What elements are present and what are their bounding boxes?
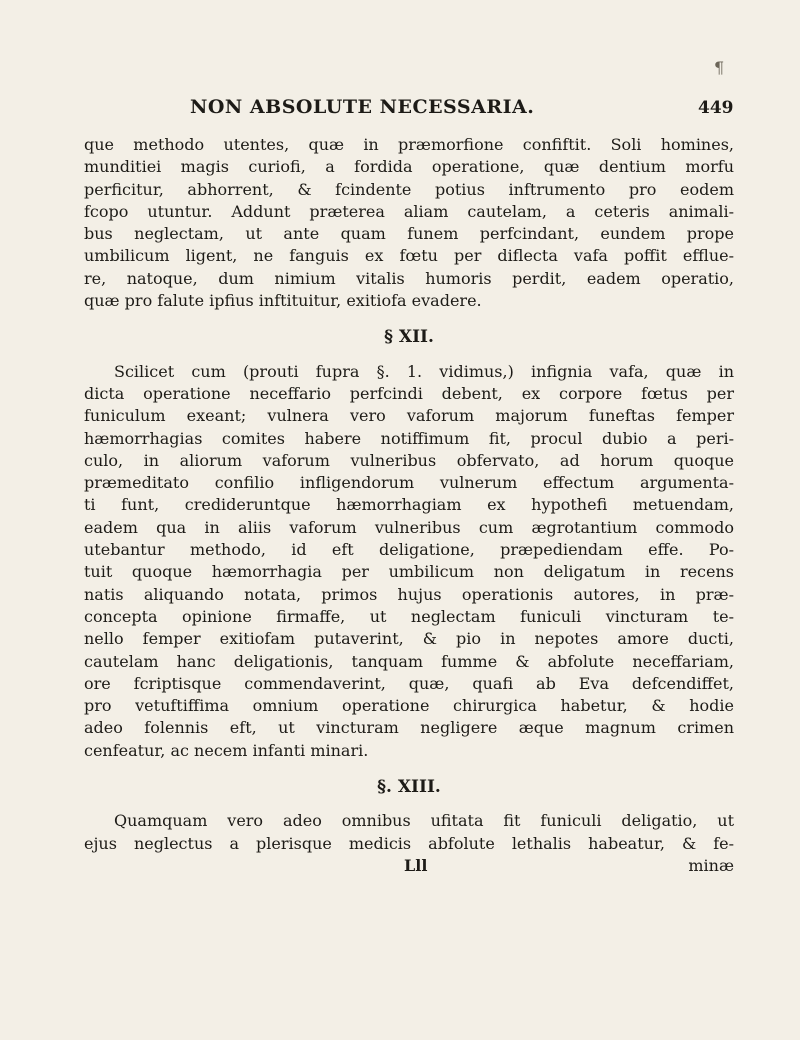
text-line: quæ pro falute ipfius inftituitur, exitiofa evadere. bbox=[84, 291, 482, 311]
text-line: re, natoque, dum nimium vitalis humoris perdit, eadem operatio, bbox=[84, 268, 734, 288]
section-heading-12: § XII. bbox=[384, 327, 434, 348]
page-number: 449 bbox=[698, 98, 734, 118]
text-line: natis aliquando notata, primos hujus operationis autores, in præ- bbox=[84, 584, 734, 604]
text-line: cautelam hanc deligationis, tanquam fumme & abfolute neceffariam, bbox=[84, 651, 734, 671]
text-line: que methodo utentes, quæ in præmorfione confiftit. Soli homines, bbox=[84, 135, 734, 154]
text-line: ti funt, credideruntque hæmorrhagiam ex hypothefi metuendam, bbox=[84, 495, 734, 515]
text-line: nello femper exitiofam putaverint, & pio in nepotes amore ducti, bbox=[84, 629, 734, 649]
page-header bbox=[190, 96, 750, 126]
margin-mark: ¶ bbox=[714, 58, 725, 77]
text-line: Quamquam vero adeo omnibus ufitata fit funiculi deligatio, ut bbox=[114, 811, 734, 831]
section-heading-13: §. XIII. bbox=[377, 777, 441, 798]
text-line: perficitur, abhorrent, & fcindente potius inftrumento pro eodem bbox=[84, 179, 734, 199]
text-line: culo, in aliorum vaforum vulneribus obfervato, ad horum quoque bbox=[84, 450, 734, 470]
text-line: munditiei magis curiofi, a fordida operatione, quæ dentium morfu bbox=[84, 157, 734, 177]
text-line: ejus neglectus a plerisque medicis abfolute lethalis habeatur, & fe- bbox=[84, 833, 734, 853]
running-head: NON ABSOLUTE NECESSARIA. bbox=[190, 96, 535, 118]
text-line: hæmorrhagias comites habere notiffimum fit, procul dubio a peri- bbox=[84, 428, 734, 448]
paragraph-3 bbox=[84, 810, 734, 855]
page-footer bbox=[84, 855, 734, 877]
text-line: concepta opinione firmaffe, ut neglectam funiculi vincturam te- bbox=[84, 606, 734, 626]
signature-mark: Lll bbox=[404, 855, 428, 875]
catchword: minæ bbox=[688, 855, 734, 875]
text-line: funiculum exeant; vulnera vero vaforum majorum funeftas femper bbox=[84, 406, 734, 426]
text-line: umbilicum ligent, ne fanguis ex fœtu per diflecta vafa poffit efflue- bbox=[84, 246, 734, 266]
text-line: pro vetuftiffima omnium operatione chirurgica habetur, & hodie bbox=[84, 696, 734, 716]
text-line: tuit quoque hæmorrhagia per umbilicum non deligatum in recens bbox=[84, 562, 734, 582]
text-line: utebantur methodo, id eft deligatione, præpediendam effe. Po- bbox=[84, 540, 734, 560]
text-line: Scilicet cum (prouti fupra §. 1. vidimus,) infignia vafa, quæ in bbox=[114, 361, 734, 381]
text-line: bus neglectam, ut ante quam funem perfcindant, eundem prope bbox=[84, 224, 734, 244]
text-line: cenfeatur, ac necem infanti minari. bbox=[84, 740, 369, 760]
text-line: dicta operatione neceffario perfcindi debent, ex corpore fœtus per bbox=[84, 383, 734, 403]
body-text bbox=[84, 134, 734, 877]
paragraph-2 bbox=[84, 361, 734, 762]
text-line: ore fcriptisque commendaverint, quæ, quafi ab Eva defcendiffet, bbox=[84, 673, 734, 693]
text-line: fcopo utuntur. Addunt præterea aliam cautelam, a ceteris animali- bbox=[84, 201, 734, 221]
text-line: præmeditato confilio infligendorum vulnerum effectum argumenta- bbox=[84, 473, 734, 493]
paragraph-1 bbox=[84, 134, 734, 312]
text-line: eadem qua in aliis vaforum vulneribus cum ægrotantium commodo bbox=[84, 517, 734, 537]
text-line: adeo folennis eft, ut vincturam negligere æque magnum crimen bbox=[84, 718, 734, 738]
